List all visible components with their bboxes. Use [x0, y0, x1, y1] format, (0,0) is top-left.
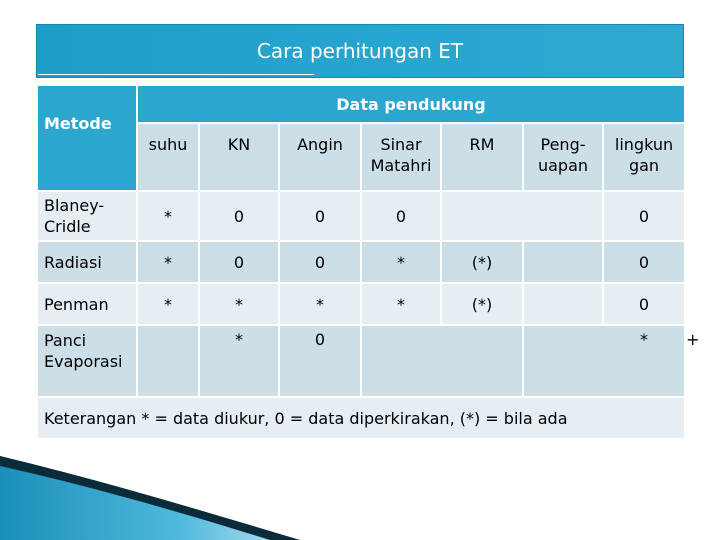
table-cell: 0 [199, 191, 279, 241]
table-cell: 0 [279, 191, 361, 241]
table-cell: * [361, 241, 441, 283]
column-header: lingkun gan [603, 123, 685, 191]
footnote-row [37, 397, 685, 439]
table-cell [523, 283, 603, 325]
column-header: Peng-uapan [523, 123, 603, 191]
table-cell: 0 [603, 191, 685, 241]
table-row: Panci Evaporasi * 0 * + [37, 325, 685, 397]
table-cell: 0 [199, 241, 279, 283]
et-method-table [36, 84, 700, 440]
table-cell: * [523, 325, 685, 397]
method-column-header: Metode [37, 85, 137, 191]
table-cell: * [199, 283, 279, 325]
table-cell: * [199, 325, 279, 397]
table-cell: 0 [361, 191, 441, 241]
footnote: Keterangan * = data diukur, 0 = data diperkirakan, (*) = bila ada [37, 397, 685, 439]
method-name: Radiasi [37, 241, 137, 283]
table-row [37, 241, 685, 283]
method-name: Penman [37, 283, 137, 325]
column-header: suhu [137, 123, 199, 191]
table-cell: 0 [603, 283, 685, 325]
column-header: RM [441, 123, 523, 191]
table-cell: * [137, 191, 199, 241]
title-underline [38, 74, 314, 75]
table-cell: * [137, 283, 199, 325]
table-cell [361, 325, 523, 397]
table-cell [137, 325, 199, 397]
column-header: Sinar Matahri [361, 123, 441, 191]
column-header: Angin [279, 123, 361, 191]
method-name: Panci Evaporasi [37, 325, 137, 397]
table-cell: * [137, 241, 199, 283]
title-banner [36, 24, 684, 78]
table-cell [523, 241, 603, 283]
page-title: Cara perhitungan ET [256, 39, 464, 63]
column-header: KN [199, 123, 279, 191]
table-row [37, 283, 685, 325]
table-cell: (*) [441, 283, 523, 325]
decorative-swoosh [0, 440, 720, 540]
table-cell: * [279, 283, 361, 325]
table-cell: (*) [441, 241, 523, 283]
table-row [37, 191, 685, 241]
table-cell: 0 [603, 241, 685, 283]
table-cell: 0 [279, 241, 361, 283]
table-cell: * [361, 283, 441, 325]
table-cell [441, 191, 603, 241]
table-cell: 0 [279, 325, 361, 397]
supporting-data-header: Data pendukung [137, 85, 685, 123]
method-name: Blaney-Cridle [37, 191, 137, 241]
et-table-container [36, 84, 700, 440]
